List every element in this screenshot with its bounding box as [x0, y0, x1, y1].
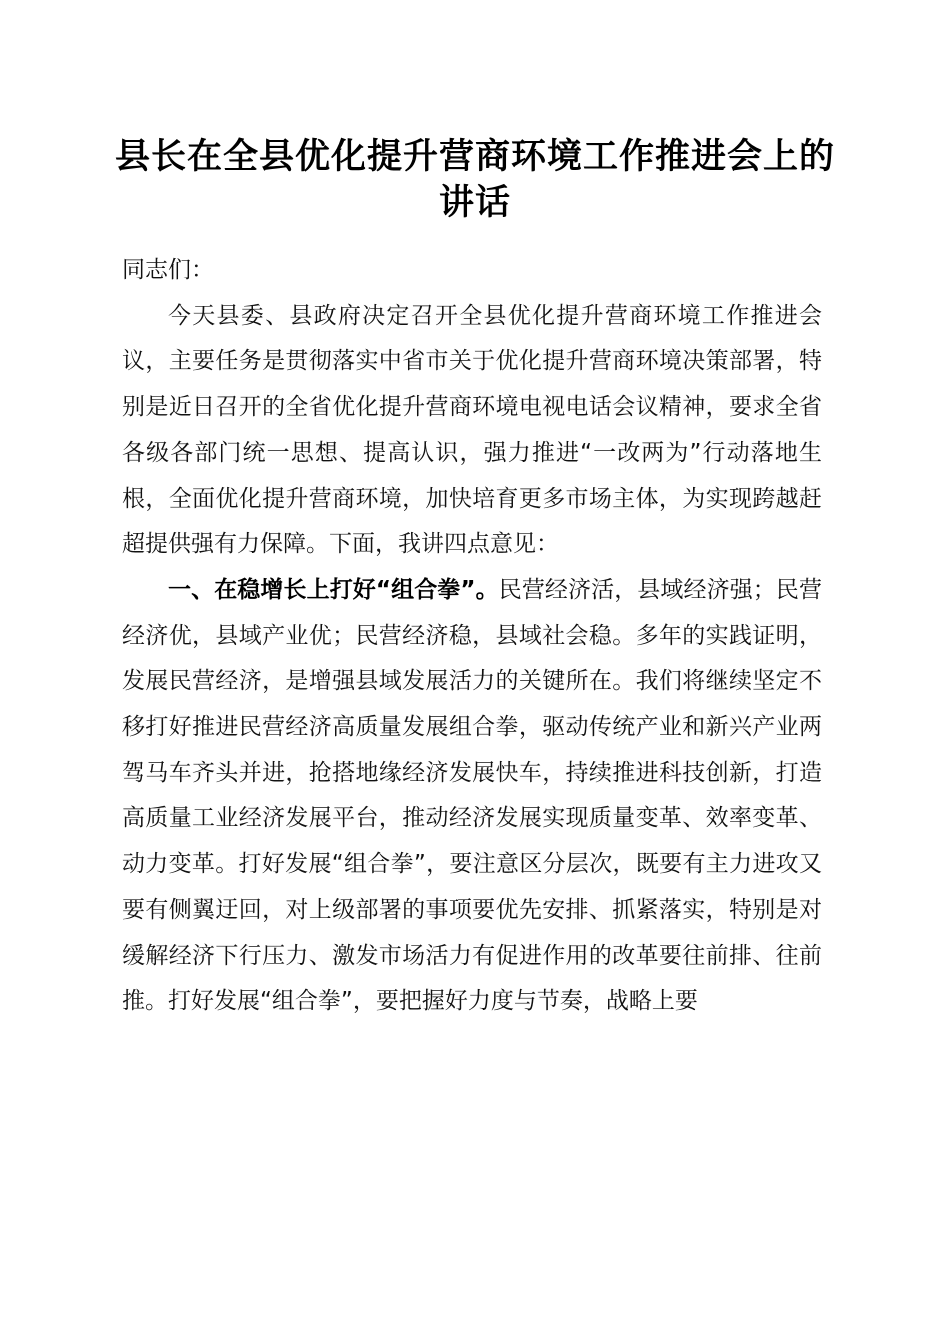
- document-title: 县长在全县优化提升营商环境工作推进会上的讲话: [114, 136, 835, 223]
- section-1-heading: 一、在稳增长上打好“组合拳”。: [168, 576, 499, 603]
- document-body: [122, 248, 822, 1025]
- paragraph-section-1: [122, 568, 822, 1025]
- salutation: 同志们：: [122, 257, 214, 283]
- section-1-body: 民营经济活，县域经济强；民营经济优，县域产业优；民营经济稳，县域社会稳。多年的实践证明，发展民营经济，是增强县域发展活力的关键所在。我们将继续坚定不移打好推进民营经济高质量发展组合拳，驱动传统产业和新兴产业两驾马车齐头并进，抢搭地缘经济发展快车，持续推进科技创新，打造高质量工业经济发展平台，推动经济发展实现质量变革、效率变革、动力变革。打好发展“组合拳”，要注意区分层次，既要有主力进攻又要有侧翼迂回，对上级部署的事项要优先安排、抓紧落实，特别是对缓解经济下行压力、激发市场活力有促进作用的改革要往前排、往前推。打好发展“组合拳”，要把握好力度与节奏，战略上要: [122, 576, 823, 1015]
- paragraph-intro: 今天县委、县政府决定召开全县优化提升营商环境工作推进会议，主要任务是贯彻落实中省市关于优化提升营商环境决策部署，特别是近日召开的全省优化提升营商环境电视电话会议精神，要求全省各级各部门统一思想、提高认识，强力推进“一改两为”行动落地生根，全面优化提升营商环境，加快培育更多市场主体，为实现跨越赶超提供强有力保障。下面，我讲四点意见：: [122, 302, 822, 558]
